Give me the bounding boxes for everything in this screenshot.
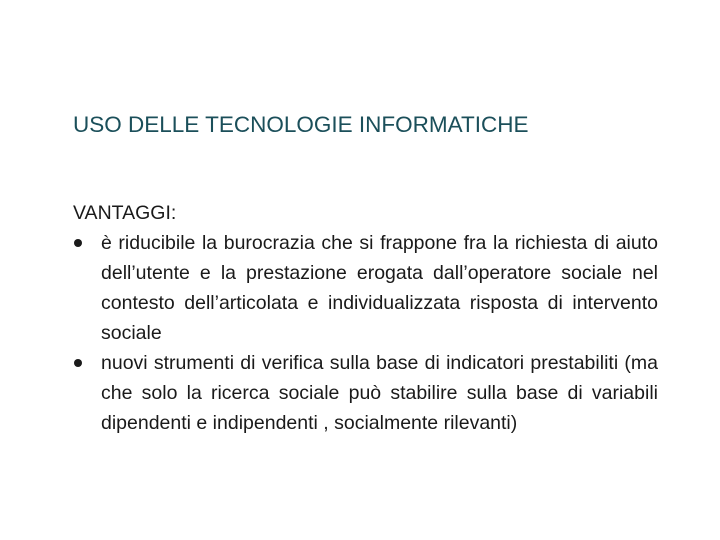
section-label: VANTAGGI: <box>73 202 177 224</box>
bullet-item <box>73 348 658 438</box>
slide-body <box>73 198 658 438</box>
bullet-text: è riducibile la burocrazia che si frappone fra la richiesta di aiuto dell’utente e la prestazione erogata dall’operatore sociale nel contesto dell’articolata e individualizzata risposta di intervento sociale <box>101 232 658 344</box>
bullet-dot-icon <box>74 359 82 367</box>
bullet-item <box>73 228 658 348</box>
slide-title: USO DELLE TECNOLOGIE INFORMATICHE <box>73 112 529 137</box>
bullet-text: nuovi strumenti di verifica sulla base di indicatori prestabiliti (ma che solo la ricerca sociale può stabilire sulla base di variabili dipendenti e indipendenti , socialmente rilevanti) <box>101 352 658 434</box>
bullet-list <box>73 228 658 438</box>
bullet-dot-icon <box>74 239 82 247</box>
